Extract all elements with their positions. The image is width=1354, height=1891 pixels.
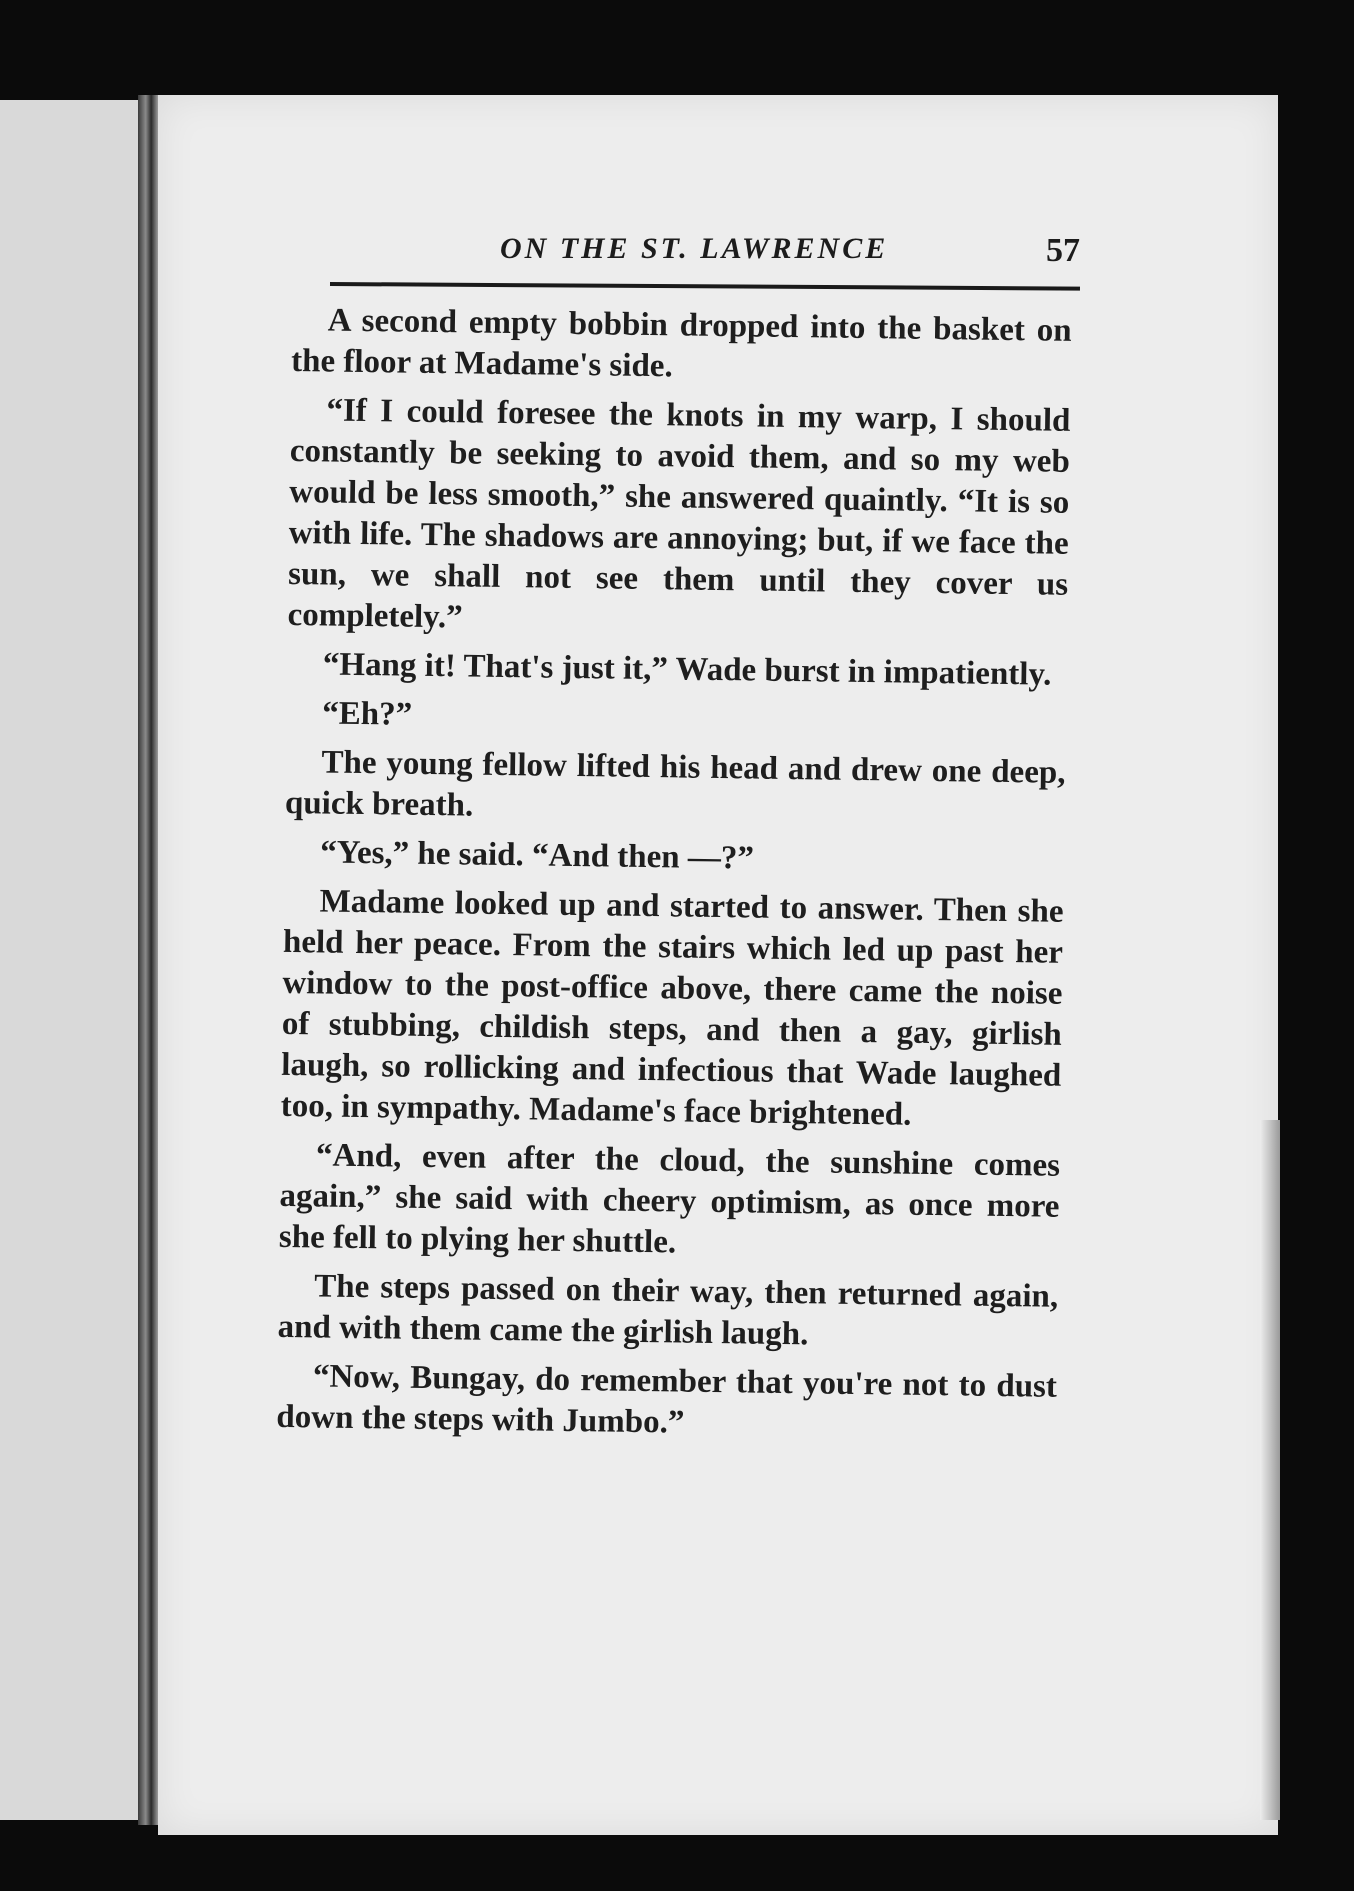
paragraph: A second empty bobbin dropped into the basket on the floor at Madame's side. <box>290 302 1072 385</box>
page-number: 57 <box>1046 232 1080 269</box>
paragraph: “And, even after the cloud, the sunshine comes again,” she said with cheery optimism, as once more she fell to plying her shuttle. <box>278 1137 1061 1261</box>
page-edge-shadow <box>1260 1120 1280 1820</box>
paragraph: “Now, Bungay, do remember that you're not to dust down the steps with Jumbo.” <box>276 1358 1058 1441</box>
running-head: ON THE ST. LAWRENCE <box>500 232 889 265</box>
book-gutter <box>138 95 160 1825</box>
paragraph: “Yes,” he said. “And then —?” <box>320 834 755 877</box>
left-page-edge <box>0 100 140 1820</box>
paragraph: “Hang it! That's just it,” Wade burst in impatiently. <box>322 646 1052 693</box>
paragraph: Madame looked up and started to answer. Then she held her peace. From the stairs which led up past her window to the post-office above, there came the noise of stubbing, childish steps, and then a gay, girlish laugh, so rollicking and infectious that Wade laughed too, in sympathy. Madame's face brightened. <box>280 883 1064 1133</box>
paragraph: “Eh?” <box>321 695 413 733</box>
body-text <box>276 300 1072 1457</box>
paragraph: The young fellow lifted his head and drew one deep, quick breath. <box>284 744 1066 824</box>
paragraph: The steps passed on their way, then returned again, and with them came the girlish laugh. <box>277 1268 1059 1353</box>
paragraph: “If I could foresee the knots in my warp, I should constantly be seeking to avoid them, and so my web would be less smooth,” she answered quaintly. “It is so with life. The shadows are annoying; but, if we face the sun, we shall not see them until they cover us completely.” <box>287 392 1071 636</box>
page-header <box>330 232 1080 282</box>
